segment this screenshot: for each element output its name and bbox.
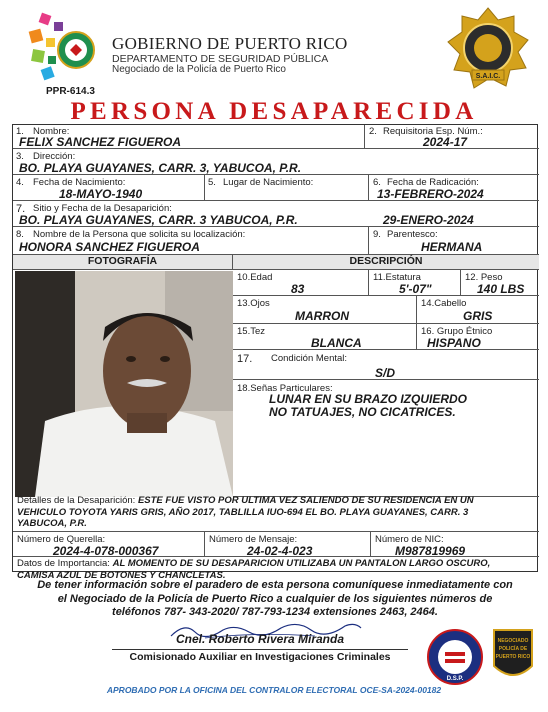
senas-line-2: NO TATUAJES, NO CICATRICES. (269, 405, 456, 419)
field-label: Número de NIC: (375, 534, 444, 545)
field-label: Fecha de Radicación: (387, 177, 479, 188)
field-label: 14.Cabello (421, 298, 467, 309)
nombre-value: FELIX SANCHEZ FIGUEROA (19, 135, 182, 149)
field-peso (461, 270, 539, 296)
field-label: Parentesco: (387, 229, 438, 240)
field-label: 18.Señas Particulares: (237, 383, 333, 394)
senas-line-1: LUNAR EN SU BRAZO IZQUIERDO (269, 392, 467, 406)
sitio-value: BO. PLAYA GUAYANES, CARR. 3 YABUCOA, P.R. (19, 213, 298, 227)
field-requisitoria (365, 125, 539, 149)
field-number: 1. (16, 126, 24, 137)
fecha-nacimiento-value: 18-MAYO-1940 (59, 187, 143, 201)
direccion-value: BO. PLAYA GUAYANES, CARR. 3, YABUCOA, P.R. (19, 161, 302, 175)
field-senas-particulares (233, 380, 539, 497)
solicitante-value: HONORA SANCHEZ FIGUEROA (19, 240, 200, 254)
important-data (17, 558, 535, 581)
field-parentesco (369, 227, 539, 255)
field-solicitante (13, 227, 369, 255)
field-label: 16. Grupo Étnico (421, 326, 493, 337)
government-title: GOBIERNO DE PUERTO RICO (112, 34, 348, 53)
notice-line-2: el Negociado de la Policía de Puerto Rico a cualquier de los siguientes números de (57, 592, 493, 605)
details-line-2: VEHICULO TOYOTA YARIS GRIS, AÑO 2017, TABLILLA IUO-694 EL BO. PLAYA GUAYANES, CARR. 3 (17, 506, 469, 518)
field-label: Nombre: (33, 126, 70, 137)
header (0, 0, 548, 95)
field-number: 3. (16, 151, 24, 162)
field-number: 7. (16, 203, 26, 215)
field-lugar-nacimiento (205, 175, 369, 201)
page-title: PERSONA DESAPARECIDA (70, 98, 478, 125)
field-condicion-mental (233, 350, 539, 380)
field-label: 12. Peso (465, 272, 503, 283)
field-number: 4. (16, 177, 24, 188)
field-nombre (13, 125, 365, 149)
field-fecha-nacimiento (13, 175, 205, 201)
field-label: Número de Mensaje: (209, 534, 298, 545)
nic-value: M987819969 (395, 544, 466, 558)
field-querella (13, 531, 205, 557)
field-sitio-fecha (13, 201, 539, 227)
police-seal-line-3: PUERTO RICO (495, 654, 531, 660)
dsp-seal-text: D.S.P. (446, 676, 464, 682)
field-label: 10.Edad (237, 272, 273, 283)
field-label: 15.Tez (237, 326, 265, 337)
field-label: 13.Ojos (237, 298, 270, 309)
field-label: Dirección: (33, 151, 76, 162)
field-ojos (233, 296, 417, 324)
field-fecha-radicacion (369, 175, 539, 201)
bureau-name: Negociado de la Policía de Puerto Rico (112, 64, 286, 75)
condicion-mental-value: S/D (375, 366, 396, 380)
edad-value: 83 (291, 282, 305, 296)
field-label: Nombre de la Persona que solicita su localización: (33, 229, 246, 240)
ojos-value: MARRON (295, 309, 349, 323)
field-number: 2. (369, 126, 377, 137)
field-cabello (417, 296, 539, 324)
details-label: Detalles de la Desaparición: (17, 495, 136, 506)
notice-line-3: teléfonos 787- 343-2020/ 787-793-1234 extensiones 2463, 2464. (112, 606, 438, 618)
portrait-image (15, 271, 233, 497)
field-label: 11.Estatura (373, 272, 421, 283)
contact-notice (14, 579, 536, 620)
field-nic (371, 531, 539, 557)
missing-person-photo (15, 271, 233, 497)
estatura-value: 5'-07" (399, 282, 432, 296)
mensaje-value: 24-02-4-023 (247, 544, 313, 558)
grupo-etnico-value: HISPANO (427, 336, 481, 350)
details-line-3: YABUCOA, P.R. (17, 518, 87, 529)
requisitoria-value: 2024-17 (423, 135, 468, 149)
signer-title: Comisionado Auxiliar en Investigaciones Criminales (112, 649, 408, 663)
parentesco-value: HERMANA (421, 240, 483, 254)
badge-abbr: S.A.I.C. (475, 73, 501, 80)
photo-section-header: FOTOGRAFÍA (13, 255, 233, 270)
police-seal-line-2: POLICÍA DE (498, 646, 528, 652)
field-number: 5. (208, 177, 216, 188)
details-line-1: ESTE FUE VISTO POR ULTIMA VEZ SALIENDO DE SU RESIDENCIA EN UN (137, 495, 474, 506)
tez-value: BLANCA (311, 336, 362, 350)
peso-value: 140 LBS (477, 282, 525, 296)
importance-label: Datos de Importancia: (17, 558, 110, 569)
puerto-rico-logo (26, 10, 108, 88)
signer-name: Cnel. Roberto Rivera Miranda (175, 632, 345, 646)
form-code: PPR-614.3 (46, 86, 95, 97)
importance-line-1: AL MOMENTO DE SU DESAPARICION UTILIZABA UN PANTALON LARGO OSCURO, (112, 558, 491, 569)
field-grupo-etnico (417, 324, 539, 350)
police-seal-icon (490, 626, 536, 686)
field-label: Condición Mental: (271, 353, 348, 364)
department-name: DEPARTAMENTO DE SEGURIDAD PÚBLICA (112, 53, 329, 65)
field-estatura (369, 270, 461, 296)
fecha-desaparicion-value: 29-ENERO-2024 (383, 213, 474, 227)
field-number: 17. (237, 353, 253, 365)
querella-value: 2024-4-078-000367 (53, 544, 159, 558)
fecha-radicacion-value: 13-FEBRERO-2024 (377, 187, 484, 201)
field-label: Requisitoria Esp. Núm.: (383, 126, 483, 137)
field-mensaje (205, 531, 371, 557)
field-label: Lugar de Nacimiento: (223, 177, 314, 188)
field-label: Sitio y Fecha de la Desaparición: (33, 203, 172, 214)
field-number: 8. (16, 229, 24, 240)
police-badge-icon (446, 6, 530, 92)
field-tez (233, 324, 417, 350)
field-number: 6. (373, 177, 381, 188)
importance-line-2: CAMISA AZUL DE BOTONES Y CHANCLETAS. (17, 569, 226, 581)
footer-approval: APROBADO POR LA OFICINA DEL CONTRALOR ELECTORAL OCE-SA-2024-00182 (106, 685, 442, 695)
notice-line-1: De tener información sobre el paradero de esta persona comuníquese inmediatamente con (37, 579, 513, 591)
police-seal-line-1: NEGOCIADO (497, 638, 529, 644)
field-number: 9. (373, 229, 381, 240)
disappearance-details (17, 495, 535, 530)
description-section-header: DESCRIPCIÓN (233, 255, 539, 270)
missing-person-form (12, 124, 538, 581)
field-label: Fecha de Nacimiento: (33, 177, 126, 188)
dsp-seal-icon (426, 628, 484, 686)
field-direccion (13, 149, 539, 175)
cabello-value: GRIS (463, 309, 493, 323)
field-label: Número de Querella: (17, 534, 106, 545)
field-edad (233, 270, 369, 296)
